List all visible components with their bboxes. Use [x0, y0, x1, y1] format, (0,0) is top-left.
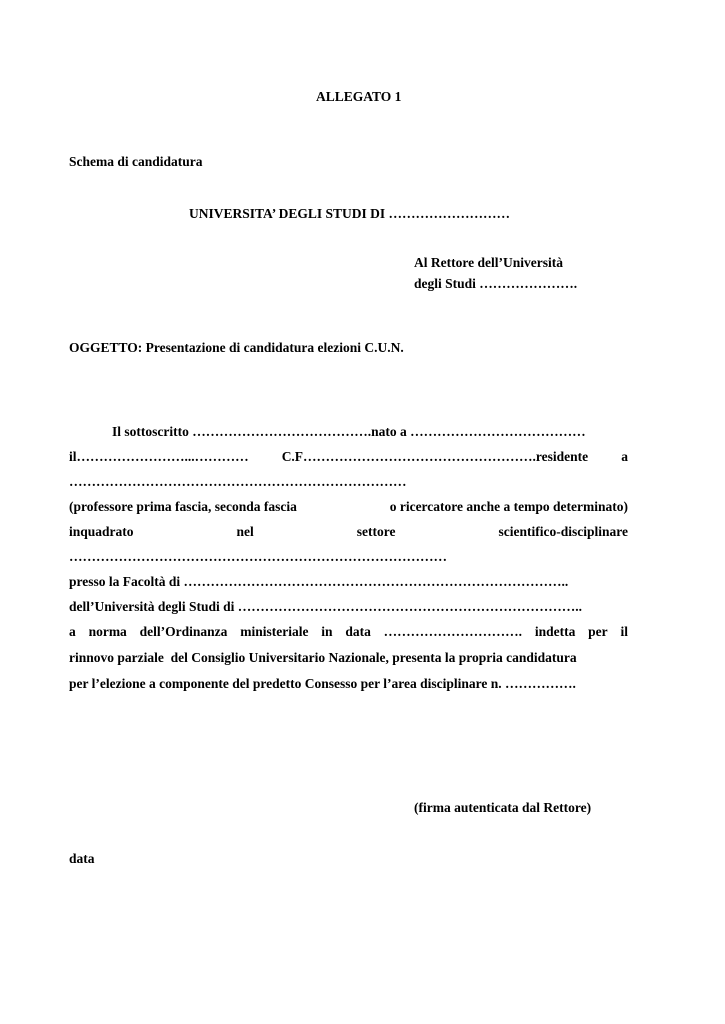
schema-heading: Schema di candidatura — [69, 154, 203, 169]
word-settore: settore — [356, 524, 396, 539]
word-indetta: indetta — [534, 624, 576, 639]
date-label: data — [69, 851, 95, 866]
body-line-10: rinnovo parziale del Consiglio Universitario Nazionale, presenta la propria candidatura — [69, 650, 577, 665]
word-norma: norma — [88, 624, 127, 639]
university-heading: UNIVERSITA’ DEGLI STUDI DI ……………………… — [189, 206, 511, 221]
body-line-5 — [69, 525, 628, 539]
body-line-9 — [69, 625, 628, 639]
signature-label: (firma autenticata dal Rettore) — [414, 800, 592, 815]
body-line-6: ………………………………………………………………………… — [69, 549, 447, 564]
addressee-line-2: degli Studi …………………. — [414, 276, 578, 291]
word-il: il — [620, 624, 628, 639]
residence-word: a — [621, 449, 628, 464]
tax-code-field: C.F…………………………………………….residente — [281, 449, 589, 464]
word-ordinanza: dell’Ordinanza — [139, 624, 228, 639]
body-line-2 — [69, 450, 628, 464]
word-ministeriale: ministeriale — [240, 624, 309, 639]
subject-line: OGGETTO: Presentazione di candidatura elezioni C.U.N. — [69, 340, 404, 355]
body-line-3: ………………………………………………………………… — [69, 474, 407, 489]
body-line-7: presso la Facoltà di ………………………………………………………………………….. — [69, 574, 569, 589]
word-inquadrato: inquadrato — [69, 524, 134, 539]
role-options-part-2: o ricercatore anche a tempo determinato) — [389, 499, 628, 514]
body-line-8: dell’Università degli Studi di ………………………………………………………………….. — [69, 599, 583, 614]
body-line-4 — [69, 500, 628, 514]
word-per: per — [588, 624, 608, 639]
word-a: a — [69, 624, 76, 639]
word-data: data — [345, 624, 371, 639]
body-line-11: per l’elezione a componente del predetto Consesso per l’area disciplinare n. ……………. — [69, 676, 576, 691]
word-nel: nel — [236, 524, 254, 539]
addressee-line-1: Al Rettore dell’Università — [414, 255, 563, 270]
role-options-part-1: (professore prima fascia, seconda fascia — [69, 499, 297, 514]
word-scientifico: scientifico-disciplinare — [498, 524, 628, 539]
date-field: …………………………. — [383, 624, 523, 639]
body-line-1: Il sottoscritto ………………………………….nato a ………………………………… — [112, 424, 586, 439]
word-in: in — [321, 624, 333, 639]
attachment-title: ALLEGATO 1 — [316, 89, 402, 104]
birth-date-field: il……………………...………… — [69, 449, 249, 464]
